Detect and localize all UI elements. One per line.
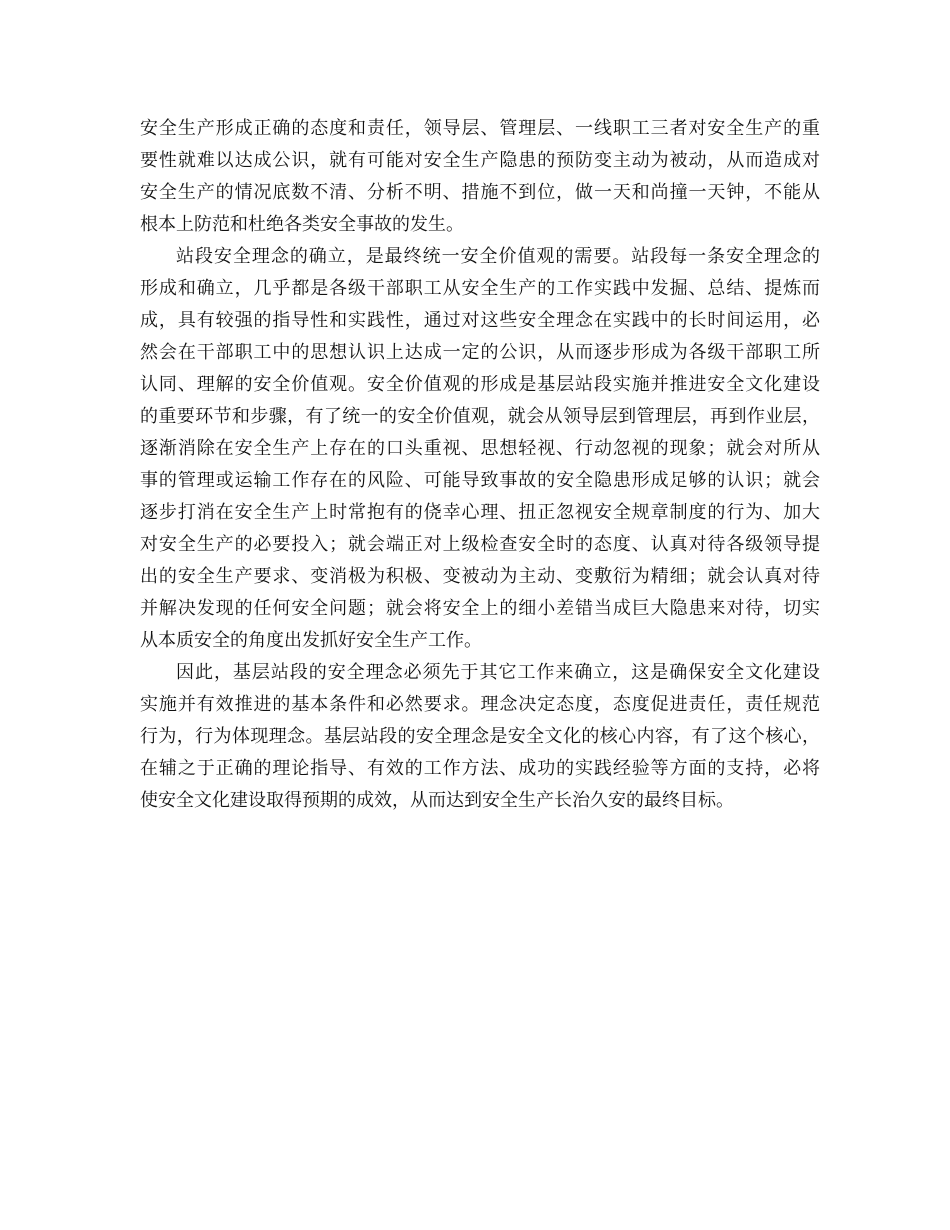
text-line: 成，具有较强的指导性和实践性，通过对这些安全理念在实践中的长时间运用，必 [140,310,820,331]
text-line: 实施并有效推进的基本条件和必然要求。理念决定态度，态度促进责任，责任规范 [140,694,820,715]
text-line: 形成和确立，几乎都是各级干部职工从安全生产的工作实践中发掘、总结、提炼而 [140,278,820,299]
text-line: 然会在干部职工中的思想认识上达成一定的公识，从而逐步形成为各级干部职工所 [140,342,820,363]
paragraph-3 [140,657,820,817]
paragraph-2 [140,241,820,657]
text-line: 出的安全生产要求、变消极为积极、变被动为主动、变敷衍为精细；就会认真对待 [140,566,820,587]
text-line: 在辅之于正确的理论指导、有效的工作方法、成功的实践经验等方面的支持，必将 [140,758,820,779]
text-line: 要性就难以达成公识，就有可能对安全生产隐患的预防变主动为被动，从而造成对 [140,150,820,171]
text-line: 并解决发现的任何安全问题；就会将安全上的细小差错当成巨大隐患来对待，切实 [140,598,820,619]
paragraph-1 [140,113,820,241]
text-line: 安全生产形成正确的态度和责任，领导层、管理层、一线职工三者对安全生产的重 [140,118,820,139]
text-line: 安全生产的情况底数不清、分析不明、措施不到位，做一天和尚撞一天钟，不能从 [140,182,820,203]
text-line: 事的管理或运输工作存在的风险、可能导致事故的安全隐患形成足够的认识；就会 [140,470,820,491]
body-text [140,113,820,817]
text-line: 站段安全理念的确立，是最终统一安全价值观的需要。站段每一条安全理念的 [176,246,820,267]
text-line: 使安全文化建设取得预期的成效，从而达到安全生产长治久安的最终目标。 [140,790,734,811]
text-line: 从本质安全的角度出发抓好安全生产工作。 [140,630,482,651]
text-line: 认同、理解的安全价值观。安全价值观的形成是基层站段实施并推进安全文化建设 [140,374,820,395]
text-line: 逐步打消在安全生产上时常抱有的侥幸心理、扭正忽视安全规章制度的行为、加大 [140,502,820,523]
text-line: 的重要环节和步骤，有了统一的安全价值观，就会从领导层到管理层，再到作业层， [140,406,820,427]
text-line: 根本上防范和杜绝各类安全事故的发生。 [140,214,464,235]
text-line: 对安全生产的必要投入；就会端正对上级检查安全时的态度、认真对待各级领导提 [140,534,820,555]
text-line: 逐渐消除在安全生产上存在的口头重视、思想轻视、行动忽视的现象；就会对所从 [140,438,820,459]
text-line: 因此，基层站段的安全理念必须先于其它工作来确立，这是确保安全文化建设 [176,662,820,683]
text-line: 行为，行为体现理念。基层站段的安全理念是安全文化的核心内容，有了这个核心， [140,726,820,747]
